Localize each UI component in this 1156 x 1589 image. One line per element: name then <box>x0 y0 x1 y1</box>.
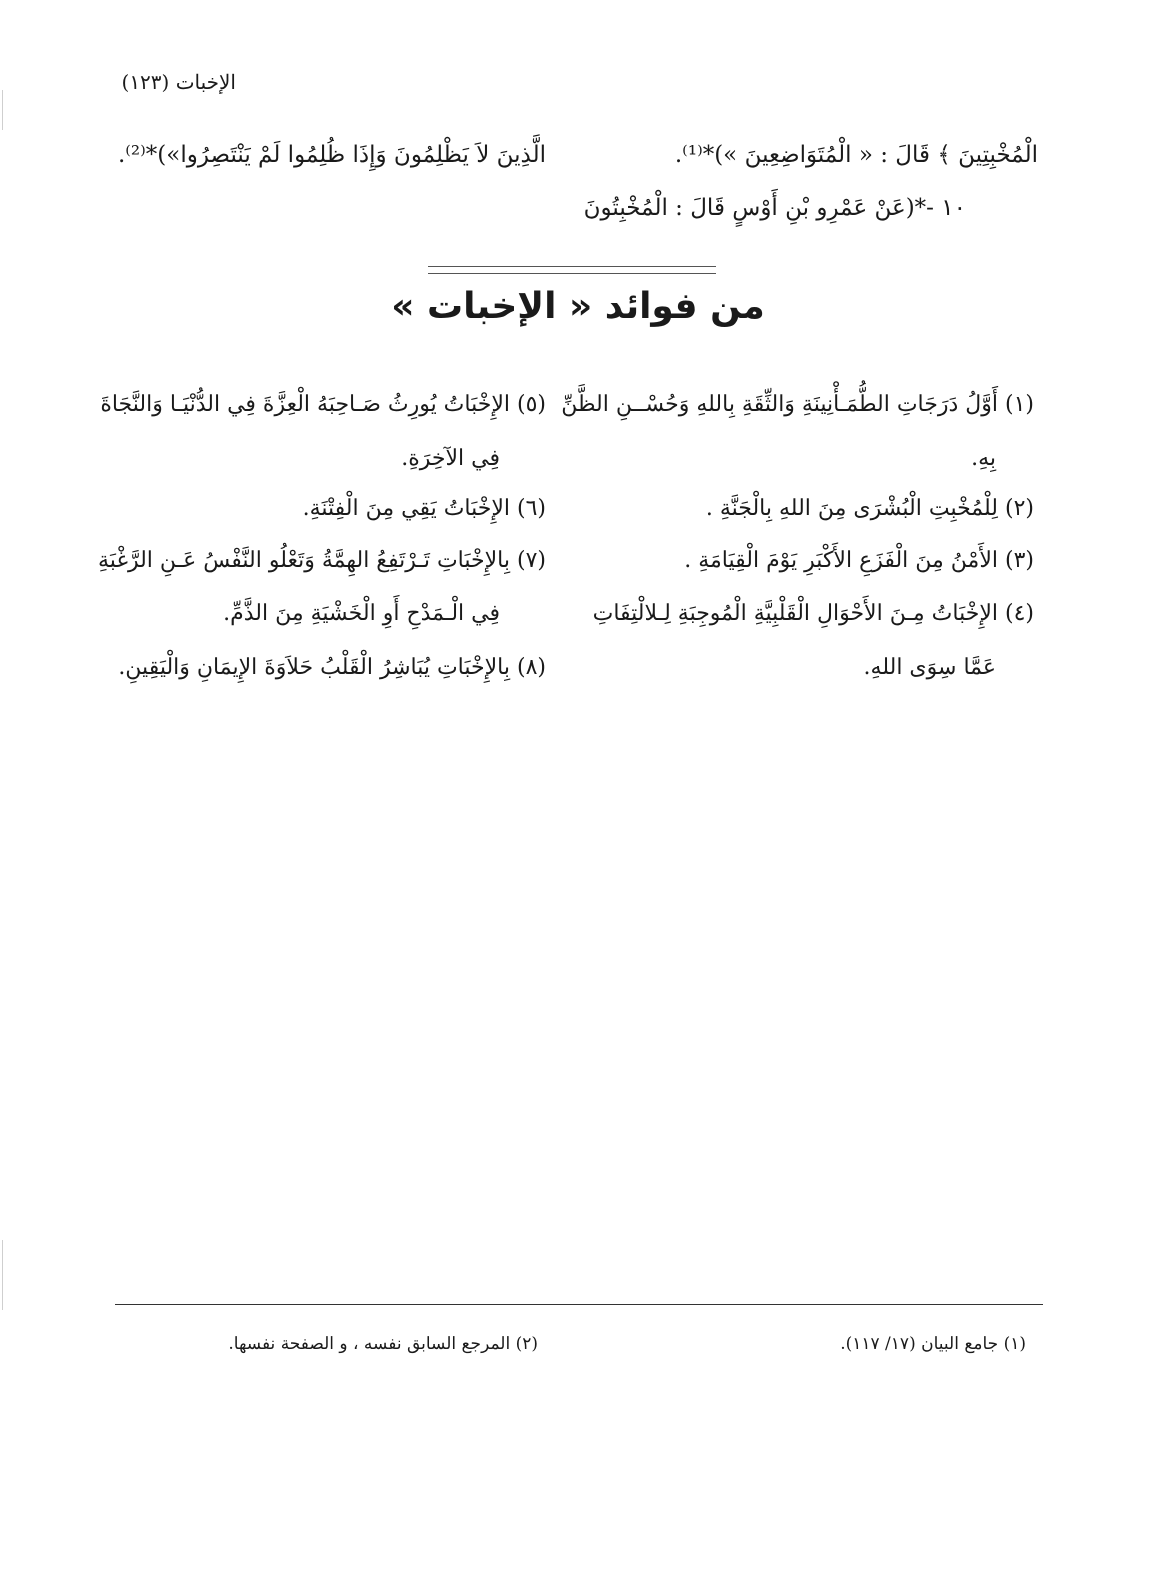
benefit-5-continuation: فِي الآخِرَةِ. <box>401 446 500 471</box>
benefit-6: (٦) الإِخْبَاتُ يَقِي مِنَ الْفِتْنَةِ. <box>302 496 546 521</box>
benefit-1: (١) أَوَّلُ دَرَجَاتِ الطُّمَـأْنِينَةِ وَالثِّقَةِ بِاللهِ وَحُسْــنِ الظَّنِّ <box>561 392 1034 417</box>
footnote-separator <box>115 1304 1043 1305</box>
benefit-7-continuation: فِي الْـمَدْحِ أَوِ الْخَشْيَةِ مِنَ الذَّمِّ. <box>223 601 500 626</box>
benefit-4-continuation: عَمَّا سِوَى اللهِ. <box>863 655 996 680</box>
section-divider <box>428 266 716 274</box>
benefit-3: (٣) الأَمْنُ مِنَ الْفَزَعِ الأَكْبَرِ يَوْمَ الْقِيَامَةِ . <box>684 548 1034 573</box>
running-header: الإخبات (١٢٣) <box>121 70 236 94</box>
top-line-left: الَّذِينَ لاَ يَظْلِمُونَ وَإِذَا ظُلِمُوا لَمْ يَنْتَصِرُوا»)*⁽²⁾. <box>117 142 546 168</box>
scan-edge-mark <box>2 1240 3 1310</box>
benefit-4: (٤) الإِخْبَاتُ مِـنَ الأَحْوَالِ الْقَلْبِيَّةِ الْمُوجِبَةِ لِـلالْتِفَاتِ <box>592 601 1034 626</box>
scan-edge-mark <box>2 90 3 130</box>
benefit-2: (٢) لِلْمُخْبِتِ الْبُشْرَى مِنَ اللهِ بِالْجَنَّةِ . <box>705 496 1034 521</box>
top-line-hadith-10: ١٠ -*(عَنْ عَمْرِو بْنِ أَوْسٍ قَالَ : الْمُخْبِتُونَ <box>583 195 966 221</box>
footnote-1: (١) جامع البيان (١٧/ ١١٧). <box>840 1334 1026 1354</box>
benefit-5: (٥) الإِخْبَاتُ يُورِثُ صَـاحِبَهُ الْعِزَّةَ فِي الدُّنْيَـا وَالنَّجَاةَ <box>100 392 546 417</box>
footnote-2: (٢) المرجع السابق نفسه ، و الصفحة نفسها. <box>228 1334 538 1354</box>
benefit-8: (٨) بِالإِخْبَاتِ يُبَاشِرُ الْقَلْبُ حَلاَوَةَ الإِيمَانِ وَالْيَقِينِ. <box>118 655 546 680</box>
benefit-7: (٧) بِالإِخْبَاتِ تَـرْتَفِعُ الهِمَّةُ وَتَعْلُو النَّفْسُ عَـنِ الرَّغْبَةِ <box>98 548 546 573</box>
section-title: من فوائد « الإخبات » <box>391 286 765 327</box>
benefit-1-continuation: بِهِ. <box>971 446 996 471</box>
top-line-right: الْمُخْبِتِينَ ﴾ قَالَ : « الْمُتَوَاضِعِينَ »)*⁽¹⁾. <box>674 142 1038 168</box>
